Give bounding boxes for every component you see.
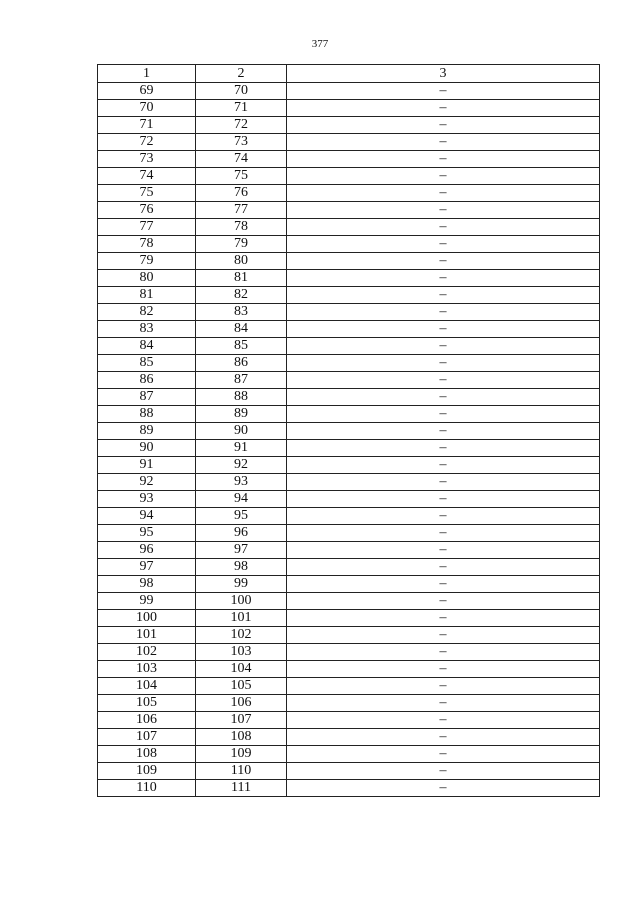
table-cell-col-3: –	[287, 406, 600, 423]
table-row	[98, 151, 600, 168]
table-cell-col-1: 104	[98, 678, 196, 695]
table-cell-col-2: 96	[196, 525, 287, 542]
table-cell-col-2: 103	[196, 644, 287, 661]
table-cell-col-1: 105	[98, 695, 196, 712]
table-cell-col-2: 81	[196, 270, 287, 287]
table-cell-col-1: 69	[98, 83, 196, 100]
table-cell-col-2: 102	[196, 627, 287, 644]
table-cell-col-2: 73	[196, 134, 287, 151]
table-cell-col-3: –	[287, 134, 600, 151]
table-cell-col-3: –	[287, 678, 600, 695]
table-cell-col-3: –	[287, 423, 600, 440]
data-table	[97, 64, 600, 797]
table-cell-col-1: 80	[98, 270, 196, 287]
column-header-3: 3	[287, 65, 600, 83]
table-row	[98, 253, 600, 270]
table-cell-col-3: –	[287, 372, 600, 389]
table-cell-col-3: –	[287, 304, 600, 321]
table-row	[98, 423, 600, 440]
table-cell-col-3: –	[287, 746, 600, 763]
table-cell-col-2: 80	[196, 253, 287, 270]
table-cell-col-1: 83	[98, 321, 196, 338]
table-row	[98, 474, 600, 491]
table-row	[98, 610, 600, 627]
table-cell-col-3: –	[287, 389, 600, 406]
table-cell-col-3: –	[287, 610, 600, 627]
table-row	[98, 746, 600, 763]
table-cell-col-1: 77	[98, 219, 196, 236]
table-cell-col-3: –	[287, 270, 600, 287]
table-cell-col-1: 85	[98, 355, 196, 372]
table-row	[98, 100, 600, 117]
table-row	[98, 763, 600, 780]
table-cell-col-3: –	[287, 457, 600, 474]
table-cell-col-1: 107	[98, 729, 196, 746]
table-cell-col-3: –	[287, 780, 600, 797]
table-row	[98, 168, 600, 185]
table-cell-col-1: 74	[98, 168, 196, 185]
table-cell-col-2: 71	[196, 100, 287, 117]
table-row	[98, 270, 600, 287]
table-cell-col-3: –	[287, 202, 600, 219]
table-cell-col-3: –	[287, 321, 600, 338]
table-row	[98, 117, 600, 134]
table-cell-col-3: –	[287, 627, 600, 644]
table-row	[98, 202, 600, 219]
table-cell-col-3: –	[287, 83, 600, 100]
table-cell-col-1: 79	[98, 253, 196, 270]
table-cell-col-3: –	[287, 185, 600, 202]
table-cell-col-2: 104	[196, 661, 287, 678]
table-row	[98, 542, 600, 559]
table-cell-col-2: 99	[196, 576, 287, 593]
table-cell-col-1: 103	[98, 661, 196, 678]
table-cell-col-1: 108	[98, 746, 196, 763]
table-cell-col-3: –	[287, 661, 600, 678]
table-cell-col-2: 86	[196, 355, 287, 372]
table-cell-col-1: 91	[98, 457, 196, 474]
table-cell-col-1: 102	[98, 644, 196, 661]
table-cell-col-3: –	[287, 525, 600, 542]
table-row	[98, 661, 600, 678]
table-cell-col-1: 84	[98, 338, 196, 355]
table-cell-col-3: –	[287, 559, 600, 576]
table-cell-col-1: 94	[98, 508, 196, 525]
table-row	[98, 729, 600, 746]
table-cell-col-2: 108	[196, 729, 287, 746]
table-cell-col-3: –	[287, 474, 600, 491]
table-cell-col-2: 70	[196, 83, 287, 100]
table-row	[98, 712, 600, 729]
table-cell-col-1: 92	[98, 474, 196, 491]
table-cell-col-2: 98	[196, 559, 287, 576]
table-row	[98, 304, 600, 321]
table-row	[98, 576, 600, 593]
table-cell-col-2: 85	[196, 338, 287, 355]
table-cell-col-3: –	[287, 117, 600, 134]
table-cell-col-2: 107	[196, 712, 287, 729]
table-row	[98, 695, 600, 712]
table-cell-col-1: 101	[98, 627, 196, 644]
table-cell-col-1: 90	[98, 440, 196, 457]
table-cell-col-1: 70	[98, 100, 196, 117]
table-row	[98, 389, 600, 406]
table-row	[98, 355, 600, 372]
table-cell-col-2: 105	[196, 678, 287, 695]
table-cell-col-3: –	[287, 151, 600, 168]
column-header-2: 2	[196, 65, 287, 83]
table-cell-col-2: 75	[196, 168, 287, 185]
table-cell-col-2: 78	[196, 219, 287, 236]
table-cell-col-2: 100	[196, 593, 287, 610]
table-cell-col-1: 72	[98, 134, 196, 151]
table-row	[98, 593, 600, 610]
table-row	[98, 508, 600, 525]
table-cell-col-2: 101	[196, 610, 287, 627]
table-row	[98, 338, 600, 355]
table-row	[98, 457, 600, 474]
table-cell-col-1: 73	[98, 151, 196, 168]
table-row	[98, 83, 600, 100]
table-cell-col-3: –	[287, 287, 600, 304]
table-cell-col-1: 88	[98, 406, 196, 423]
table-cell-col-1: 87	[98, 389, 196, 406]
table-cell-col-3: –	[287, 491, 600, 508]
table-cell-col-2: 110	[196, 763, 287, 780]
table-cell-col-3: –	[287, 576, 600, 593]
table-cell-col-1: 82	[98, 304, 196, 321]
table-cell-col-2: 92	[196, 457, 287, 474]
table-cell-col-2: 93	[196, 474, 287, 491]
table-cell-col-3: –	[287, 712, 600, 729]
page-number: 377	[311, 38, 329, 50]
table-cell-col-1: 110	[98, 780, 196, 797]
table-cell-col-2: 87	[196, 372, 287, 389]
table-row	[98, 525, 600, 542]
table-cell-col-1: 71	[98, 117, 196, 134]
table-cell-col-2: 111	[196, 780, 287, 797]
table-cell-col-2: 79	[196, 236, 287, 253]
table-row	[98, 627, 600, 644]
table-row	[98, 406, 600, 423]
table-cell-col-1: 109	[98, 763, 196, 780]
table-cell-col-2: 83	[196, 304, 287, 321]
table-cell-col-3: –	[287, 508, 600, 525]
table-cell-col-2: 76	[196, 185, 287, 202]
table-cell-col-1: 95	[98, 525, 196, 542]
table-cell-col-3: –	[287, 219, 600, 236]
table-row	[98, 372, 600, 389]
table-row	[98, 236, 600, 253]
table-row	[98, 678, 600, 695]
table-cell-col-2: 91	[196, 440, 287, 457]
table-cell-col-3: –	[287, 593, 600, 610]
table-cell-col-1: 86	[98, 372, 196, 389]
table-cell-col-1: 78	[98, 236, 196, 253]
table-row	[98, 219, 600, 236]
table-cell-col-2: 84	[196, 321, 287, 338]
table-cell-col-3: –	[287, 729, 600, 746]
table-cell-col-3: –	[287, 440, 600, 457]
table-cell-col-3: –	[287, 236, 600, 253]
table-cell-col-1: 106	[98, 712, 196, 729]
table-cell-col-3: –	[287, 168, 600, 185]
table-body	[98, 83, 600, 797]
table-cell-col-3: –	[287, 338, 600, 355]
table-cell-col-2: 88	[196, 389, 287, 406]
table-cell-col-2: 94	[196, 491, 287, 508]
table-cell-col-2: 106	[196, 695, 287, 712]
table-cell-col-1: 97	[98, 559, 196, 576]
table-cell-col-3: –	[287, 542, 600, 559]
table-header-row	[98, 65, 600, 83]
table-cell-col-1: 96	[98, 542, 196, 559]
table-cell-col-3: –	[287, 763, 600, 780]
table-cell-col-1: 93	[98, 491, 196, 508]
table-cell-col-2: 89	[196, 406, 287, 423]
table-row	[98, 559, 600, 576]
table-cell-col-1: 81	[98, 287, 196, 304]
table-cell-col-3: –	[287, 695, 600, 712]
table-row	[98, 134, 600, 151]
table-row	[98, 491, 600, 508]
table-cell-col-2: 72	[196, 117, 287, 134]
table-cell-col-2: 74	[196, 151, 287, 168]
column-header-1: 1	[98, 65, 196, 83]
table-cell-col-3: –	[287, 355, 600, 372]
table-cell-col-3: –	[287, 644, 600, 661]
table-cell-col-1: 75	[98, 185, 196, 202]
table-row	[98, 780, 600, 797]
table-cell-col-1: 76	[98, 202, 196, 219]
table-row	[98, 321, 600, 338]
table-row	[98, 440, 600, 457]
table-cell-col-1: 89	[98, 423, 196, 440]
table-cell-col-1: 98	[98, 576, 196, 593]
table-cell-col-2: 77	[196, 202, 287, 219]
table-cell-col-1: 99	[98, 593, 196, 610]
table-cell-col-3: –	[287, 100, 600, 117]
table-cell-col-1: 100	[98, 610, 196, 627]
table-cell-col-2: 97	[196, 542, 287, 559]
table-cell-col-3: –	[287, 253, 600, 270]
table-cell-col-2: 82	[196, 287, 287, 304]
table-row	[98, 185, 600, 202]
table-row	[98, 287, 600, 304]
table-cell-col-2: 90	[196, 423, 287, 440]
table-cell-col-2: 109	[196, 746, 287, 763]
table-cell-col-2: 95	[196, 508, 287, 525]
table-row	[98, 644, 600, 661]
